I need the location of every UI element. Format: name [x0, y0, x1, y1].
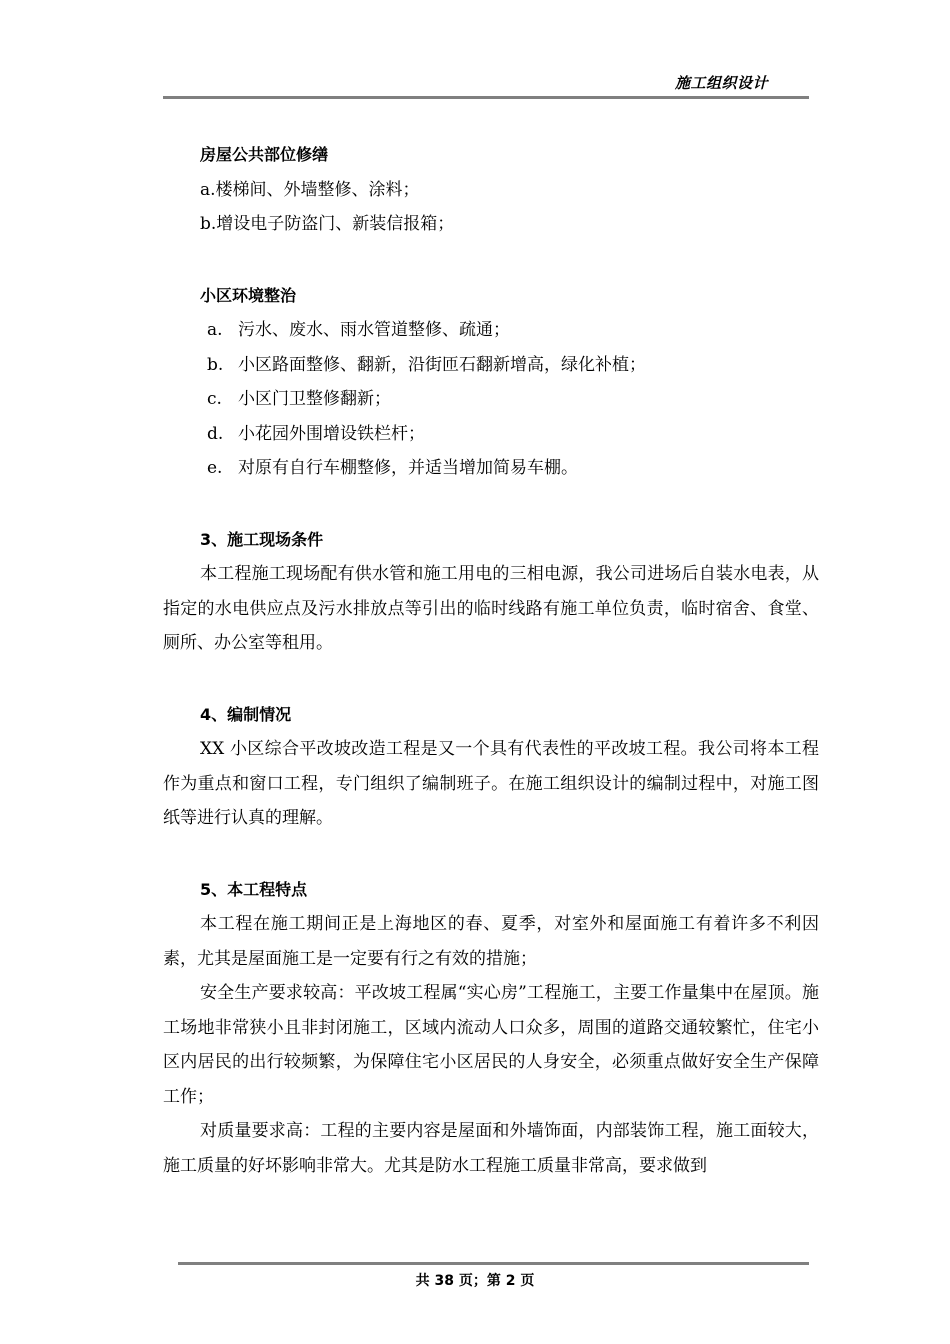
section-heading-house-repair: 房屋公共部位修缮: [200, 145, 329, 164]
list-item-text: 对原有自行车棚整修，并适当增加简易车棚。: [238, 458, 578, 478]
list-marker: c.: [207, 389, 222, 409]
list-item: [163, 417, 819, 452]
list-marker: a.: [207, 320, 223, 340]
header-title: 施工组织设计: [674, 74, 768, 92]
header-rule: [163, 96, 809, 99]
house-repair-line-a: a.楼梯间、外墙整修、涂料；: [200, 179, 420, 200]
features-paragraph-quality: 对质量要求高：工程的主要内容是屋面和外墙饰面，内部装饰工程，施工面较大，施工质量的好坏影响非常大。尤其是防水工程施工质量非常高，要求做到: [163, 1121, 819, 1176]
list-item-text: 小区门卫整修翻新；: [238, 389, 391, 409]
compilation-paragraph: XX 小区综合平改坡改造工程是又一个具有代表性的平改坡工程。我公司将本工程作为重点和窗口工程，专门组织了编制班子。在施工组织设计的编制过程中，对施工图纸等进行认真的理解。: [163, 739, 819, 828]
spacer: [163, 661, 819, 698]
list-marker: e.: [207, 458, 223, 478]
list-item-text: 污水、废水、雨水管道整修、疏通；: [238, 320, 510, 340]
features-paragraph-season: 本工程在施工期间正是上海地区的春、夏季，对室外和屋面施工有着许多不利因素，尤其是屋面施工是一定要有行之有效的措施；: [163, 914, 819, 969]
list-item: [163, 313, 819, 348]
page-number: 共 38 页；第 2 页: [415, 1273, 535, 1289]
section-heading-site-conditions: 3、施工现场条件: [200, 529, 324, 549]
list-item: [163, 451, 819, 486]
list-item: [163, 382, 819, 417]
environment-list: [163, 313, 819, 486]
footer-rule: [178, 1262, 809, 1265]
document-body: [163, 138, 819, 1183]
section-heading-features: 5、本工程特点: [200, 879, 308, 899]
spacer: [163, 242, 819, 279]
section-heading-compilation: 4、编制情况: [200, 704, 292, 724]
site-conditions-paragraph: 本工程施工现场配有供水管和施工用电的三相电源，我公司进场后自装水电表，从指定的水电供应点及污水排放点等引出的临时线路有施工单位负责，临时宿舍、食堂、厕所、办公室等租用。: [163, 564, 819, 653]
list-marker: b.: [207, 354, 224, 375]
features-paragraph-safety: 安全生产要求较高：平改坡工程属“实心房”工程施工，主要工作量集中在屋顶。施工场地非常狭小且非封闭施工，区域内流动人口众多，周围的道路交通较繁忙，住宅小区内居民的出行较频繁，为保障住宅小区居民的人身安全，必须重点做好安全生产保障工作；: [163, 983, 819, 1107]
section-heading-environment: 小区环境整治: [200, 285, 297, 305]
list-item: [163, 348, 819, 383]
house-repair-line-b: b.增设电子防盗门、新装信报箱；: [200, 214, 455, 234]
list-marker: d.: [207, 423, 224, 444]
list-item-text: 小区路面整修、翻新，沿街匝石翻新增高，绿化补植；: [238, 354, 646, 375]
spacer: [163, 486, 819, 523]
list-item-text: 小花园外围增设铁栏杆；: [238, 423, 425, 444]
spacer: [163, 836, 819, 873]
